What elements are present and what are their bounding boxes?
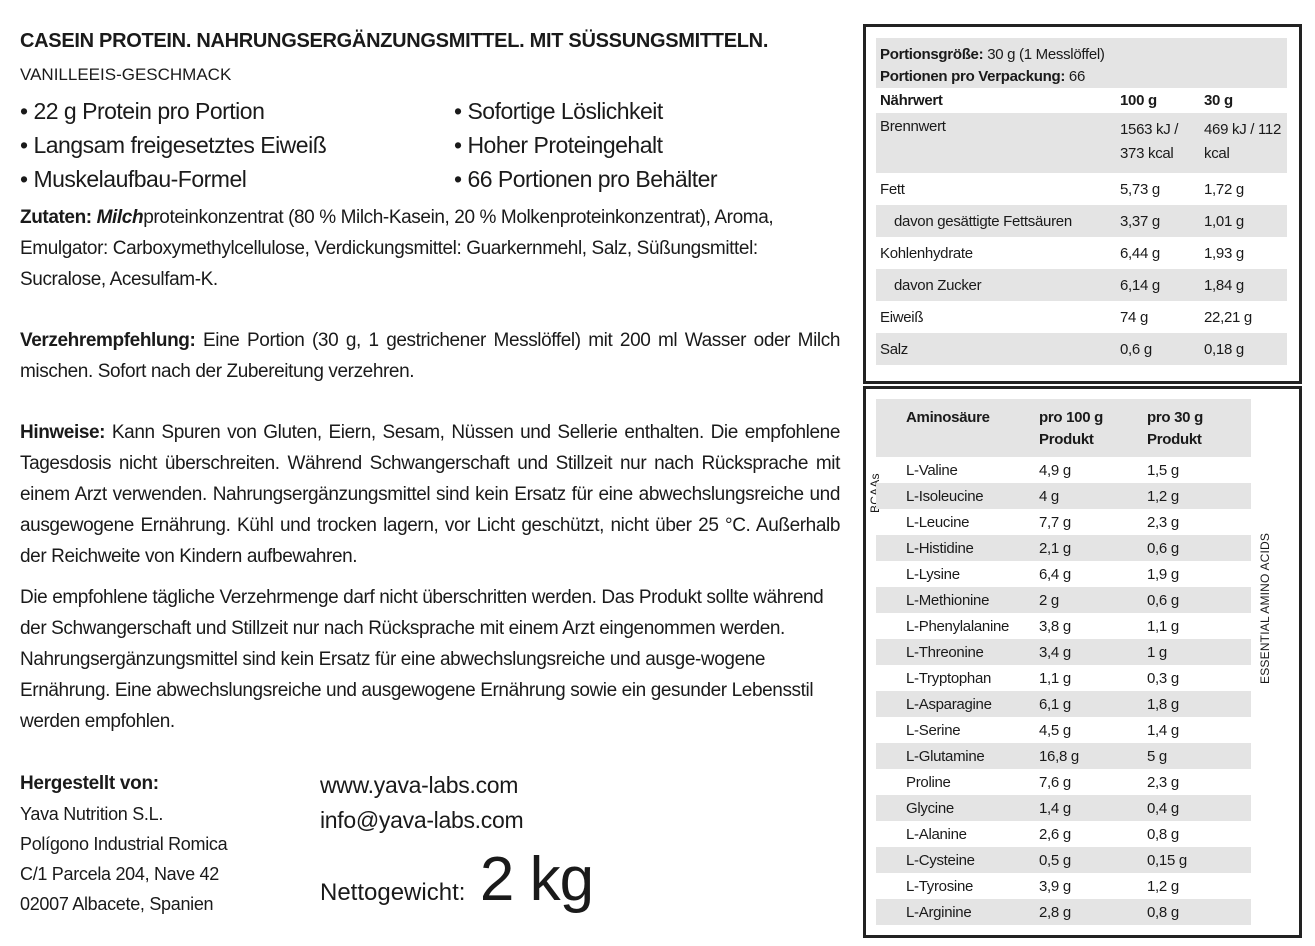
amino-name: L-Isoleucine — [906, 487, 984, 505]
net-weight-value: 2 kg — [479, 845, 594, 914]
amino-row — [876, 717, 1251, 743]
amino-name: L-Asparagine — [906, 695, 992, 713]
serving-size-row — [876, 38, 1287, 88]
amino-per100: 4,5 g — [1039, 721, 1071, 739]
amino-row — [876, 873, 1251, 899]
amino-row — [876, 795, 1251, 821]
amino-per100: 2,1 g — [1039, 539, 1071, 557]
amino-name: L-Threonine — [906, 643, 984, 661]
amino-name: Glycine — [906, 799, 954, 817]
nutrient-per100: 1563 kJ / 373 kcal — [1120, 121, 1179, 162]
amino-per30: 1,8 g — [1147, 695, 1179, 713]
amino-row — [876, 769, 1251, 795]
product-title: CASEIN PROTEIN. NAHRUNGSERGÄNZUNGSMITTEL. MIT SÜSSUNGSMITTELN. — [20, 30, 769, 52]
notes — [20, 417, 840, 572]
amino-row — [876, 613, 1251, 639]
nutrient-name: Eiweiß — [880, 308, 924, 326]
nutrient-per30: 1,01 g — [1204, 212, 1244, 230]
nutrient-name: davon Zucker — [894, 276, 982, 294]
column-header: 100 g — [1120, 92, 1157, 109]
amino-per30: 0,4 g — [1147, 799, 1179, 817]
notes-label: Hinweise: — [20, 422, 106, 443]
nutrition-table — [876, 38, 1287, 365]
amino-header-row — [876, 399, 1251, 457]
manufacturer-line: 02007 Albacete, Spanien — [20, 894, 214, 914]
amino-per100: 4 g — [1039, 487, 1059, 505]
ingredients-text: proteinkonzentrat (80 % Milch-Kasein, 20 % Molkenproteinkonzentrat), Aroma, Emulgator: Carboxymethylcellulose, Verdickungsmittel: Guarkernmehl, Salz, Süßungsmittel: Sucralose, Acesulfam-K. — [20, 207, 774, 290]
nutrition-row — [876, 205, 1287, 237]
amino-per100: 1,1 g — [1039, 669, 1071, 687]
amino-name: L-Leucine — [906, 513, 970, 531]
amino-row — [876, 561, 1251, 587]
nutrition-row — [876, 237, 1287, 269]
amino-per30: 0,6 g — [1147, 591, 1179, 609]
net-weight-label: Nettogewicht: — [320, 879, 466, 906]
amino-per100: 3,9 g — [1039, 877, 1071, 895]
column-header: 30 g — [1204, 92, 1233, 109]
feature-item: • Sofortige Löslichkeit — [454, 98, 663, 124]
nutrition-row — [876, 113, 1287, 173]
amino-per30: 0,8 g — [1147, 903, 1179, 921]
servings-label: Portionen pro Verpackung: — [880, 68, 1066, 85]
feature-item: • Hoher Proteingehalt — [454, 132, 663, 158]
nutrient-per100: 6,14 g — [1120, 276, 1160, 294]
usage-recommendation — [20, 325, 840, 387]
amino-per100: 2,6 g — [1039, 825, 1071, 843]
nutrition-row — [876, 269, 1287, 301]
amino-name: L-Histidine — [906, 539, 974, 557]
feature-item: • Muskelaufbau-Formel — [20, 166, 247, 192]
nutrient-name: Kohlenhydrate — [880, 244, 973, 262]
amino-per100: 2 g — [1039, 591, 1059, 609]
nutrition-row — [876, 333, 1287, 365]
amino-row — [876, 587, 1251, 613]
amino-row — [876, 691, 1251, 717]
nutrient-per100: 5,73 g — [1120, 180, 1160, 198]
amino-row — [876, 743, 1251, 769]
flavor-label: VANILLEEIS-GESCHMACK — [20, 65, 232, 84]
essential-amino-acids-label: ESSENTIAL AMINO ACIDS — [1258, 532, 1272, 684]
nutrient-name: Brennwert — [880, 118, 946, 135]
amino-per100: 7,6 g — [1039, 773, 1071, 791]
amino-row — [876, 847, 1251, 873]
amino-name: Proline — [906, 773, 951, 791]
net-weight — [320, 844, 593, 915]
ingredients-label: Zutaten: — [20, 207, 92, 228]
amino-per100: 16,8 g — [1039, 747, 1079, 765]
amino-per30: 1,2 g — [1147, 877, 1179, 895]
serving-size-label: Portionsgröße: — [880, 46, 984, 63]
servings-value: 66 — [1068, 68, 1085, 85]
amino-row — [876, 457, 1251, 483]
nutrient-per100: 0,6 g — [1120, 340, 1152, 358]
amino-per30: 0,8 g — [1147, 825, 1179, 843]
column-header: pro 100 g Produkt — [1039, 409, 1103, 448]
column-header: pro 30 g Produkt — [1147, 409, 1203, 448]
amino-row — [876, 535, 1251, 561]
amino-row — [876, 639, 1251, 665]
column-header: Nährwert — [880, 92, 943, 109]
amino-acid-table — [876, 399, 1251, 925]
amino-name: L-Glutamine — [906, 747, 985, 765]
nutrient-per30: 22,21 g — [1204, 308, 1252, 326]
amino-row — [876, 483, 1251, 509]
usage-label: Verzehrempfehlung: — [20, 330, 196, 351]
nutrient-name: Fett — [880, 180, 905, 198]
feature-list — [20, 94, 840, 196]
nutrition-row — [876, 173, 1287, 205]
nutrition-facts-box — [863, 24, 1302, 384]
notes-text: Kann Spuren von Gluten, Eiern, Sesam, Nüssen und Sellerie enthalten. Die empfohlene Tagesdosis nicht überschreiten. Während Schwangerschaft und Stillzeit nur nach Rücksprache mit einem Arzt verwenden. Nahrungsergänzungsmittel sind kein Ersatz für eine abwechslungsreiche und ausgewogene Ernährung. Kühl und trocken lagern, vor Licht geschützt, nicht über 25 °C. Außerhalb der Reichweite von Kindern aufbewahren. — [20, 422, 840, 567]
column-header: Aminosäure — [906, 409, 990, 426]
feature-item: • 22 g Protein pro Portion — [20, 98, 265, 124]
amino-name: L-Serine — [906, 721, 961, 739]
nutrient-per30: 0,18 g — [1204, 340, 1244, 358]
amino-per100: 6,4 g — [1039, 565, 1071, 583]
feature-item: • Langsam freigesetztes Eiweiß — [20, 132, 327, 158]
allergen-milk: Milch — [96, 207, 144, 228]
nutrient-per100: 74 g — [1120, 308, 1148, 326]
amino-name: L-Arginine — [906, 903, 972, 921]
amino-per30: 1,1 g — [1147, 617, 1179, 635]
amino-row — [876, 665, 1251, 691]
amino-per30: 2,3 g — [1147, 773, 1179, 791]
amino-per100: 3,8 g — [1039, 617, 1071, 635]
amino-name: L-Alanine — [906, 825, 967, 843]
nutrient-per30: 1,84 g — [1204, 276, 1244, 294]
amino-per30: 1,2 g — [1147, 487, 1179, 505]
amino-per30: 0,6 g — [1147, 539, 1179, 557]
nutrient-per30: 1,72 g — [1204, 180, 1244, 198]
amino-name: L-Tryptophan — [906, 669, 992, 687]
amino-per30: 1,4 g — [1147, 721, 1179, 739]
amino-row — [876, 509, 1251, 535]
amino-per30: 5 g — [1147, 747, 1167, 765]
amino-per30: 1,9 g — [1147, 565, 1179, 583]
ingredients — [20, 202, 840, 295]
serving-size-value: 30 g (1 Messlöffel) — [987, 46, 1105, 63]
amino-per30: 2,3 g — [1147, 513, 1179, 531]
warning-text: Die empfohlene tägliche Verzehrmenge darf nicht überschritten werden. Das Produkt sollte während der Schwangerschaft und Stillzeit nur nach Rücksprache mit einem Arzt eingenommen werden. Nahrungsergänzungsmittel sind kein Ersatz für eine abwechslungsreiche und ausge-wogene Ernährung. Eine abwechslungsreiche und ausgewogene Ernährung sowie ein gesunder Lebensstil werden empfohlen. — [20, 587, 824, 732]
usage-text: Eine Portion (30 g, 1 gestrichener Messlöffel) mit 200 ml Wasser oder Milch mischen. Sofort nach der Zubereitung verzehren. — [20, 330, 840, 382]
nutrient-per30: 1,93 g — [1204, 244, 1244, 262]
website-link[interactable]: www.yava-labs.com — [320, 772, 519, 798]
manufacturer-block — [20, 768, 840, 938]
amino-name: L-Cysteine — [906, 851, 975, 869]
manufacturer-line: Polígono Industrial Romica — [20, 834, 228, 854]
amino-per100: 1,4 g — [1039, 799, 1071, 817]
nutrient-name: Salz — [880, 340, 908, 358]
amino-name: L-Lysine — [906, 565, 960, 583]
amino-per30: 0,3 g — [1147, 669, 1179, 687]
amino-per30: 1 g — [1147, 643, 1167, 661]
amino-row — [876, 821, 1251, 847]
feature-item: • 66 Portionen pro Behälter — [454, 166, 718, 192]
amino-per30: 1,5 g — [1147, 461, 1179, 479]
amino-acid-box — [863, 386, 1302, 938]
nutrition-row — [876, 301, 1287, 333]
amino-row — [876, 899, 1251, 925]
nutrient-per100: 3,37 g — [1120, 212, 1160, 230]
manufacturer-line: C/1 Parcela 204, Nave 42 — [20, 864, 219, 884]
amino-per100: 3,4 g — [1039, 643, 1071, 661]
amino-per100: 7,7 g — [1039, 513, 1071, 531]
bcaa-label: BCAAs — [868, 473, 882, 513]
nutrition-header-row — [876, 88, 1287, 113]
amino-name: L-Methionine — [906, 591, 990, 609]
amino-name: L-Phenylalanine — [906, 617, 1010, 635]
nutrient-per100: 6,44 g — [1120, 244, 1160, 262]
amino-per100: 0,5 g — [1039, 851, 1071, 869]
label-text-column — [20, 28, 840, 737]
amino-name: L-Tyrosine — [906, 877, 974, 895]
manufacturer-label: Hergestellt von: — [20, 773, 159, 794]
manufacturer-line: Yava Nutrition S.L. — [20, 804, 164, 824]
amino-per100: 4,9 g — [1039, 461, 1071, 479]
amino-name: L-Valine — [906, 461, 958, 479]
email-link[interactable]: info@yava-labs.com — [320, 807, 524, 833]
amino-per30: 0,15 g — [1147, 851, 1187, 869]
nutrient-name: davon gesättigte Fettsäuren — [894, 212, 1072, 230]
nutrient-per30: 469 kJ / 112 kcal — [1204, 121, 1282, 162]
amino-per100: 2,8 g — [1039, 903, 1071, 921]
amino-per100: 6,1 g — [1039, 695, 1071, 713]
